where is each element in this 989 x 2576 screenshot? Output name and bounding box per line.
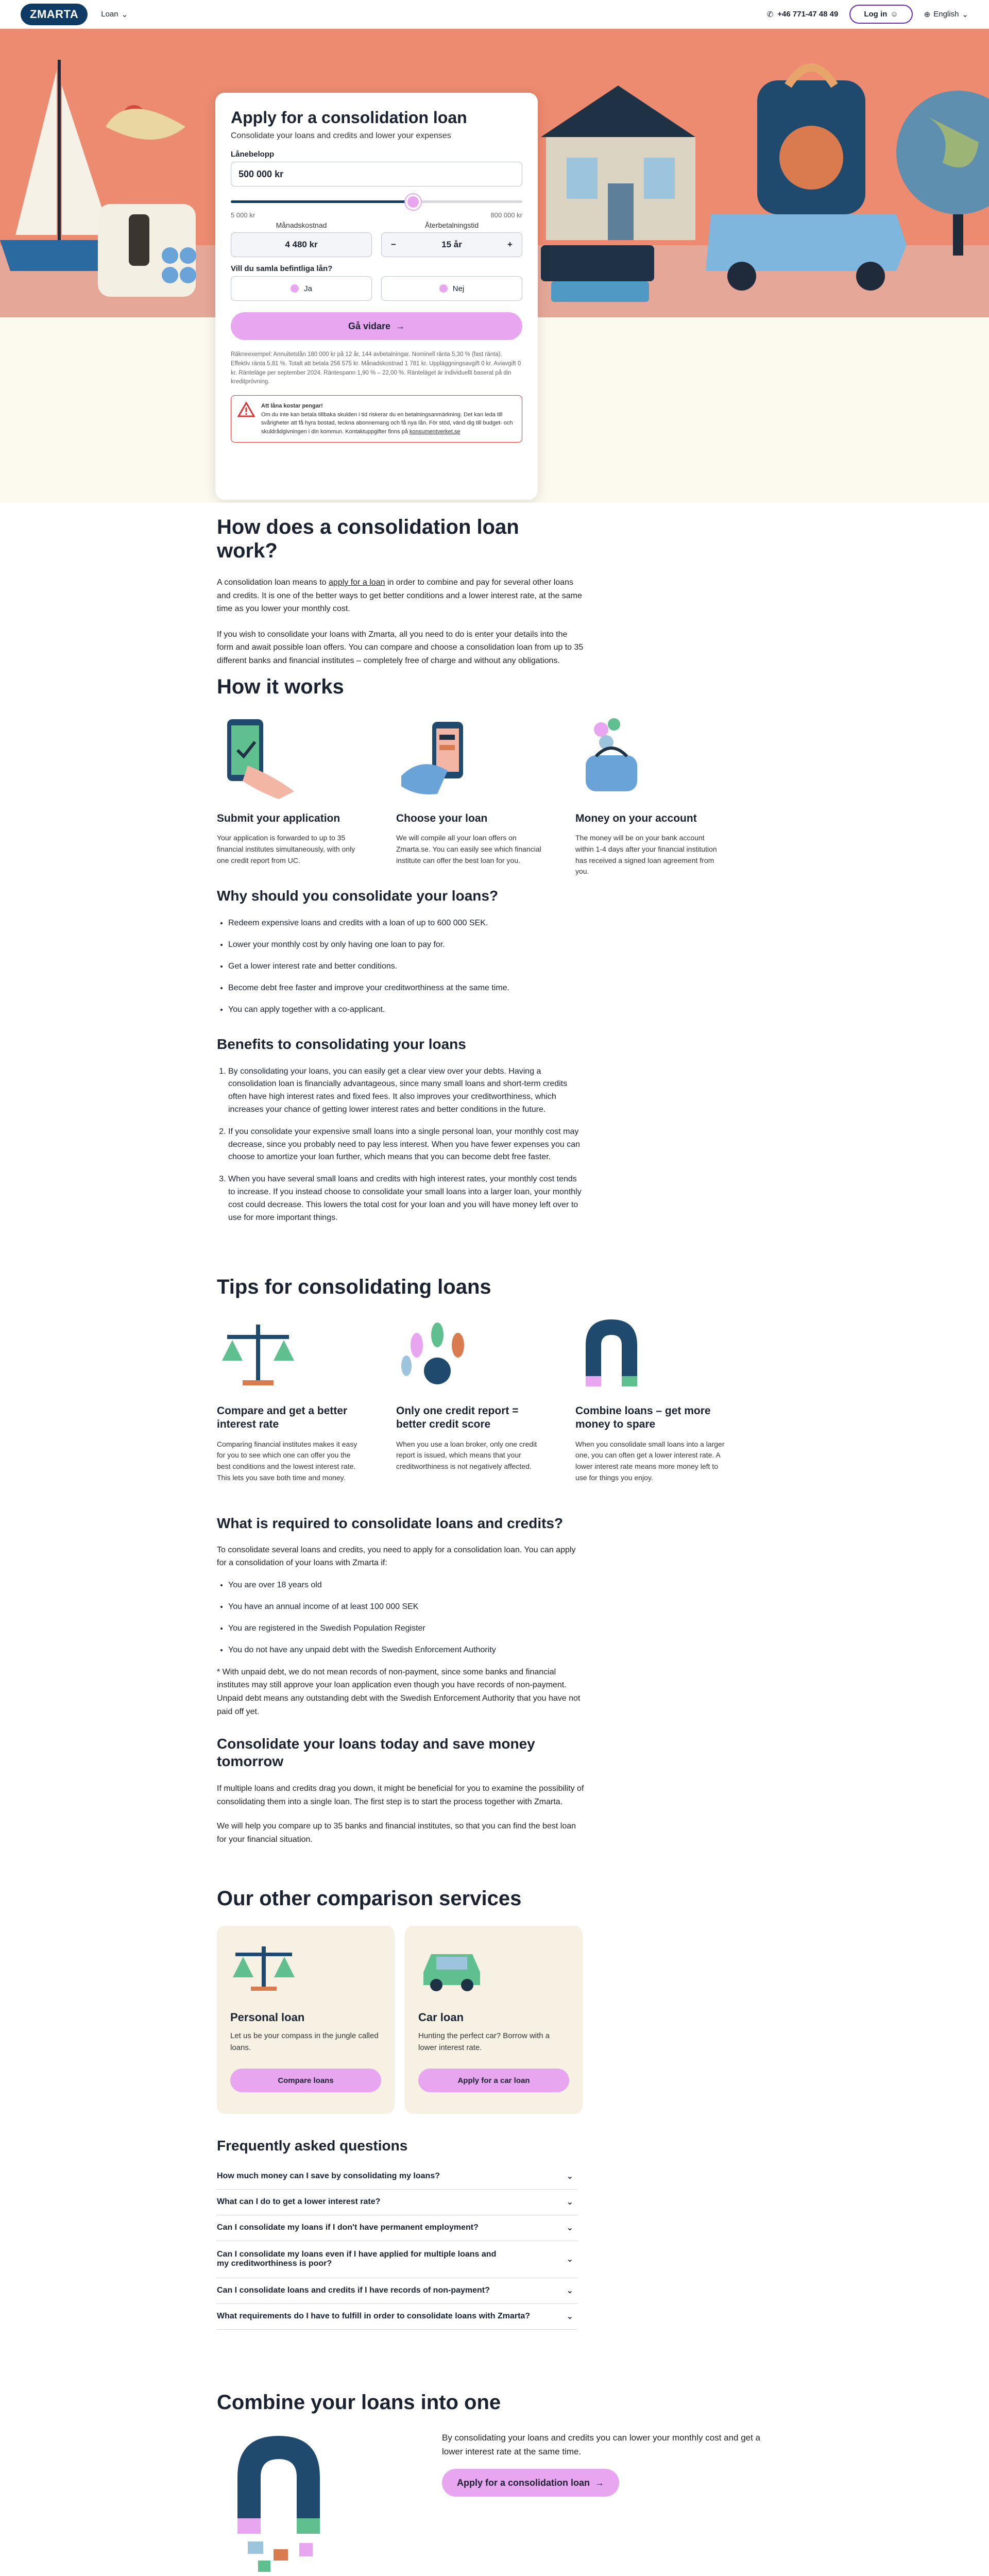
apply-car-loan-button[interactable]: Apply for a car loan [418,2069,569,2092]
term-increase-button[interactable]: + [507,240,513,249]
form-title: Apply for a consolidation loan [231,108,467,127]
tip-text: Comparing financial institutes makes it easy for you to see which one can offer you the best conditions and the lowest interest rate. This lets you save both time and money. [217,1439,357,1482]
service-card-car-loan [405,1926,583,2114]
step-submit [217,714,366,877]
arrow-right-icon: → [396,320,405,331]
chevron-down-icon: ⌄ [566,2198,573,2207]
save-today-section [217,1735,585,1846]
form-subtitle: Consolidate your loans and credits and lower your expenses [231,131,451,140]
continue-label: Gå vidare [348,320,391,331]
save-today-title: Consolidate your loans today and save money tomorrow [217,1736,535,1769]
list-item: • You are over 18 years old [228,1579,585,1591]
chevron-down-icon: ⌄ [566,2172,573,2181]
service-card-personal-loan [217,1926,395,2114]
tip-credit-report [396,1314,545,1483]
service-title: Car loan [418,2011,464,2024]
term-unit: år [453,240,462,249]
radio-icon [439,284,448,293]
tip-combine [575,1314,725,1483]
range-min: 5 000 kr [231,211,255,219]
tip-title: Compare and get a better interest rate [217,1405,348,1431]
radio-icon [291,284,299,293]
list-item: • You can apply together with a co-applicant. [228,1004,585,1016]
purse-illustration [575,714,658,799]
tip-title: Only one credit report = better credit score [396,1405,519,1431]
bowling-icon [396,1314,479,1392]
faq-section [217,2137,577,2330]
term-caption: Återbetalningstid [424,221,479,229]
scale-icon [230,1941,297,1993]
list-item: 2. If you consolidate your expensive small loans into a single personal loan, your monthly cost may decrease, since you probably need to pay less interest. When you have fewer expenses you can choose to amortize your loan further, which means that you can become debt free faster. [228,1126,585,1164]
how-section [217,515,585,668]
save-today-paragraph-2: We will help you compare up to 35 banks and financial institutes, so that you can find the best loan for your financial situation. [217,1822,576,1844]
phone-link[interactable] [767,10,839,19]
faq-question: What requirements do I have to fulfill in order to consolidate loans with Zmarta? [217,2312,531,2321]
list-item: • You are registered in the Swedish Population Register [228,1622,585,1635]
choose-loan-illustration [396,714,479,799]
faq-question: Can I consolidate my loans even if I have applied for multiple loans and my creditworthiness is poor? [217,2250,497,2268]
combine-section [217,2391,773,2488]
apply-consolidation-label: Apply for a consolidation loan [456,2477,590,2488]
requirements-list [217,1579,585,1656]
slider-thumb[interactable] [405,194,421,210]
chevron-down-icon: ⌄ [566,2224,573,2233]
compare-loans-button[interactable]: Compare loans [230,2069,381,2092]
login-button[interactable] [849,5,912,24]
benefits-title: Benefits to consolidating your loans [217,1036,466,1052]
monthly-cost-value: 4 480 kr [231,232,372,257]
step-text: The money will be on your bank account within 1-4 days after your financial institution has received a signed loan agreement from you. [575,834,717,876]
example-fine-print: Räkneexempel: Annuitetslån 180 000 kr på 12 år, 144 avbetalningar. Nominell ränta 5,30 % (fast ränta). Effektiv ränta 5,81 %. Totalt att betala 256 575 kr. Månadskostnad 1 781 kr. Uppläggningsavgift 0 kr. Aviavgift 0 kr. Ränteläge per september 2024. Räntespann 1,90 % – 22,00 %. Ränteläget är individuellt baserat på din kreditprövning. [231,351,521,385]
benefits-list [217,1065,585,1225]
user-icon: ☺ [890,10,898,19]
faq-item[interactable] [217,2241,577,2278]
site-header [0,0,989,29]
chevron-down-icon: ⌄ [566,2255,573,2264]
step-text: Your application is forwarded to up to 35 financial institutes simultaneously, with only one credit report from UC. [217,834,355,865]
loan-application-form [215,93,538,500]
list-item: • Get a lower interest rate and better conditions. [228,960,585,973]
faq-list [217,2164,577,2330]
tip-title: Combine loans – get more money to spare [575,1405,711,1431]
step-title: Submit your application [217,812,340,824]
list-item: • Lower your monthly cost by only having one loan to pay for. [228,939,585,951]
step-choose [396,714,545,877]
benefits-section [217,1036,585,1233]
service-title: Personal loan [230,2011,305,2024]
why-section [217,887,585,1025]
faq-question: How much money can I save by consolidating my loans? [217,2172,440,2181]
apply-loan-link[interactable]: apply for a loan [329,578,385,587]
requirements-section [217,1515,585,1718]
hero-section [0,29,989,503]
combine-text: By consolidating your loans and credits you can lower your monthly cost and get a lower interest rate at the same time. [442,2433,761,2457]
list-item: • You have an annual income of at least 100 000 SEK [228,1601,585,1613]
how-title: How does a consolidation loan work? [217,516,519,562]
faq-item[interactable] [217,2278,577,2304]
radio-yes-label: Ja [304,284,312,293]
requirements-note: * With unpaid debt, we do not mean records of non-payment, since some banks and financial institutes may still approve your loan application even though you have records of non-payment. Unpaid debt means any outstanding debt with the Swedish Enforcement Authority that you have not paid off yet. [217,1667,581,1716]
magnet-icon [575,1314,658,1392]
faq-question: Can I consolidate loans and credits if I have records of non-payment? [217,2286,490,2295]
arrow-right-icon: → [595,2477,604,2488]
step-title: Choose your loan [396,812,488,824]
save-today-paragraph-1: If multiple loans and credits drag you down, it might be beneficial for you to examine the possibility of consolidating them into a single loan. The first step is to start the process together with Zmarta. [217,1784,584,1806]
how-p1-text: A consolidation loan means to [217,578,329,587]
footer-wave [0,2571,989,2576]
faq-item[interactable] [217,2304,577,2330]
konsumentverket-link[interactable]: konsumentverket.se [410,428,461,435]
how-it-works-section [217,675,732,877]
step-text: We will compile all your loan offers on Zmarta.se. You can easily see which financial institute can offer the best loan for you. [396,834,541,865]
phone-number: +46 771-47 48 49 [777,10,839,19]
why-title: Why should you consolidate your loans? [217,888,499,904]
radio-no[interactable] [381,276,522,301]
phone-form-illustration [217,714,299,799]
how-p1-text-end: in order to combine and pay for several other loans and credits. It is one of the better ways to get better conditions and a lower interest rate, at the same time as you lower your monthly cost. [217,578,582,614]
list-item: 3. When you have several small loans and credits with high interest rates, your monthly cost tends to increase. If you instead choose to consolidate your small loans into a larger loan, your monthly cost could decrease. This lowers the total cost for your loan and you will have money left over to use for more important things. [228,1173,585,1224]
chevron-down-icon: ⌄ [566,2286,573,2296]
language-selector[interactable] [924,10,968,19]
tips-section [217,1275,732,1483]
consolidate-question: Vill du samla befintliga lån? [231,264,333,273]
tip-text: When you consolidate small loans into a larger one, you can often get a lower interest rate. A lower interest rate means more money left to use for things you enjoy. [575,1439,725,1482]
faq-title: Frequently asked questions [217,2138,408,2154]
tip-compare [217,1314,366,1483]
service-text: Let us be your compass in the jungle called loans. [230,2031,379,2052]
how-paragraph-2: If you wish to consolidate your loans with Zmarta, all you need to do is enter your details into the form and await possible loan offers. You can compare and choose a consolidation loan from up to 35 different banks and financial institutes – completely free of charge and without any obligations. [217,630,584,665]
term-value: 15 [441,240,452,249]
car-icon [418,1941,485,1993]
login-label: Log in [864,10,888,19]
faq-item[interactable] [217,2164,577,2190]
language-label: English [933,10,959,19]
scale-icon [217,1314,299,1392]
service-text: Hunting the perfect car? Borrow with a lower interest rate. [418,2031,550,2052]
how-paragraph-1 [217,576,585,616]
faq-question: Can I consolidate my loans if I don't have permanent employment? [217,2223,479,2232]
step-title: Money on your account [575,812,697,824]
amount-input[interactable]: 500 000 kr [231,162,522,187]
term-stepper [381,232,522,257]
apply-consolidation-button[interactable] [442,2469,619,2497]
tips-title: Tips for consolidating loans [217,1276,491,1298]
list-item: • Redeem expensive loans and credits with a loan of up to 600 000 SEK. [228,917,585,929]
list-item: 1. By consolidating your loans, you can easily get a clear view over your debts. Having a consolidation loan is financially advantageous, since many small loans and short-term credits often have high interest rates and fixed fees. It also improves your creditworthiness, which increases your chance of getting lower interest rates and better conditions in the future. [228,1065,585,1116]
other-services-title: Our other comparison services [217,1887,522,1910]
combine-title: Combine your loans into one [217,2391,501,2414]
magnet-illustration [227,2431,351,2575]
phone-icon: ✆ [766,10,774,19]
continue-button[interactable] [231,312,522,340]
warning-text: Om du inte kan betala tillbaka skulden i tid riskerar du en betalningsanmärkning. Det kan leda till svårigheter att få hyra bostad, teckna abonnemang och få nya lån. För stöd, vänd dig till budget- och skuldrådgivningen i din kommun. Kontaktuppgifter finns på [261,411,513,435]
warning-box [231,395,522,443]
list-item: • Become debt free faster and improve your creditworthiness at the same time. [228,982,585,994]
requirements-title: What is required to consolidate loans and credits? [217,1515,564,1531]
chevron-down-icon: ⌄ [566,2312,573,2321]
step-money [575,714,725,877]
term-decrease-button[interactable]: − [391,240,396,249]
warning-title: Att låna kostar pengar! [261,403,323,410]
amount-label: Lånebelopp [231,150,275,159]
other-services-section [217,1887,598,2114]
radio-no-label: Nej [452,284,465,293]
zmarta-logo[interactable]: ZMARTA [21,4,88,25]
tip-text: When you use a loan broker, only one credit report is issued, which means that your creditworthiness is not negatively affected. [396,1439,537,1470]
chevron-down-icon: ⌄ [962,10,968,19]
monthly-cost-caption: Månadskostnad [276,221,327,229]
chevron-down-icon: ⌄ [121,10,128,19]
how-it-works-title: How it works [217,675,344,698]
nav-loan-menu[interactable] [101,10,128,19]
faq-question: What can I do to get a lower interest rate? [217,2197,381,2207]
slider-fill [231,200,413,203]
globe-icon: ⊕ [924,10,931,19]
why-list [217,917,585,1016]
amount-slider[interactable] [231,194,522,209]
faq-item[interactable] [217,2215,577,2241]
range-max: 800 000 kr [490,211,522,219]
radio-yes[interactable] [231,276,372,301]
nav-loan-label: Loan [101,10,118,19]
list-item: • You do not have any unpaid debt with the Swedish Enforcement Authority [228,1644,585,1656]
warning-icon [237,402,255,417]
faq-item[interactable] [217,2190,577,2215]
requirements-intro: To consolidate several loans and credits, you need to apply for a consolidation loan. You can apply for a consolidation of your loans with Zmarta if: [217,1545,576,1568]
